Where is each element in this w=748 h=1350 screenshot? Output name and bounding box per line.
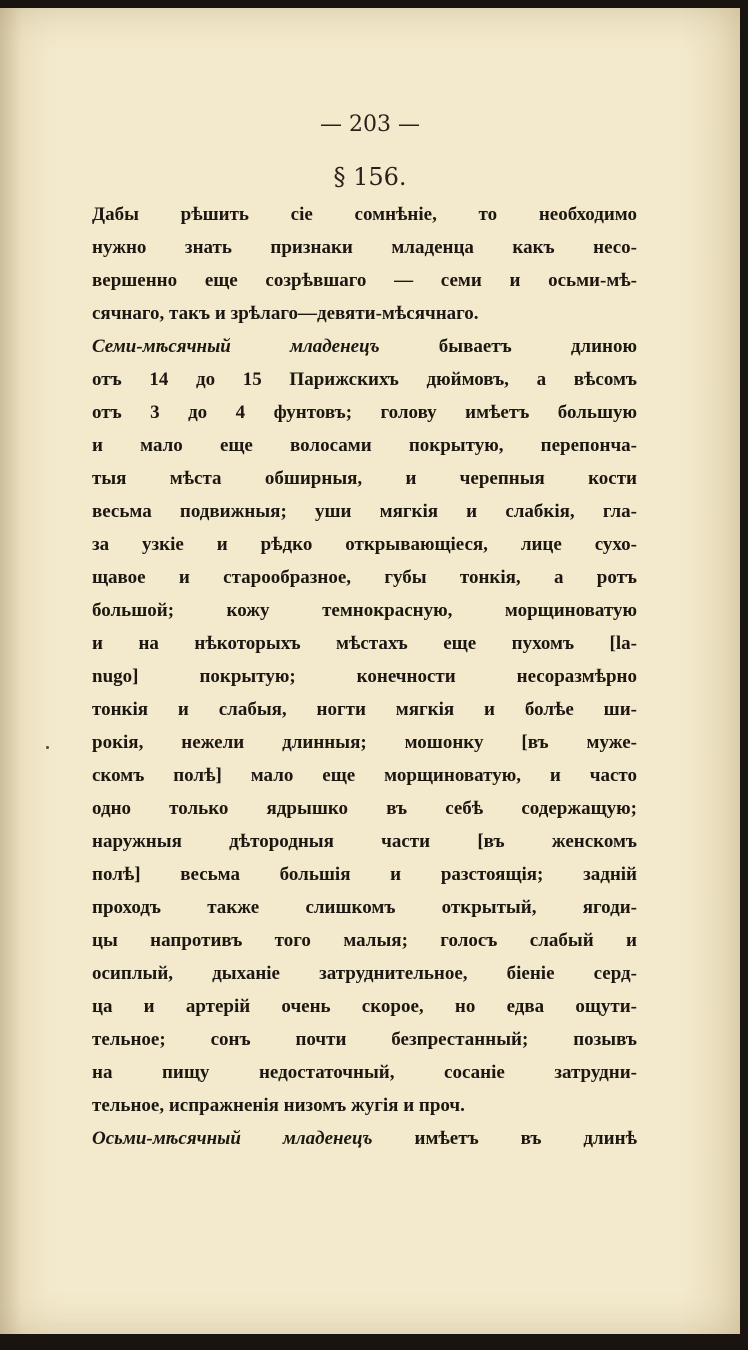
text-run: ца и артерій очень скорое, но едва ощути-	[92, 996, 637, 1017]
text-line	[92, 1089, 637, 1122]
text-line	[92, 462, 637, 495]
text-run: сячнаго, такъ и зрѣлаго—девяти-мѣсячнаго.	[92, 303, 479, 324]
text-run: нужно знать признаки младенца какъ несо-	[92, 237, 637, 258]
text-run: большой; кожу темнокрасную, морщиноватую	[92, 600, 637, 621]
text-line	[92, 759, 637, 792]
text-line	[92, 792, 637, 825]
italic-term: Семи-мѣсячный младенецъ	[92, 336, 380, 357]
text-run: цы напротивъ того малыя; голосъ слабый и	[92, 930, 637, 951]
text-line	[92, 693, 637, 726]
text-run: весьма подвижныя; уши мягкія и слабкія, гла-	[92, 501, 637, 522]
text-run: рокія, нежели длинныя; мошонку [въ муже-	[92, 732, 637, 753]
text-line	[92, 561, 637, 594]
text-line	[92, 660, 637, 693]
paragraph	[92, 198, 637, 330]
text-line	[92, 528, 637, 561]
text-run: тонкія и слабыя, ногти мягкія и болѣе ши-	[92, 699, 637, 720]
text-line	[92, 1023, 637, 1056]
italic-term: Осьми-мѣсячный младенецъ	[92, 1128, 373, 1149]
text-line	[92, 297, 637, 330]
text-run: тельное; сонъ почти безпрестанный; позывъ	[92, 1029, 637, 1050]
body-text	[92, 198, 637, 1155]
text-run: за узкіе и рѣдко открывающіеся, лице сухо-	[92, 534, 637, 555]
text-run: щавое и старообразное, губы тонкія, а ротъ	[92, 567, 637, 588]
section-heading: § 156.	[333, 163, 407, 191]
text-line	[92, 396, 637, 429]
text-line	[92, 627, 637, 660]
text-line	[92, 990, 637, 1023]
paragraph	[92, 1122, 637, 1155]
text-line	[92, 924, 637, 957]
paragraph	[92, 330, 637, 1122]
text-run: проходъ также слишкомъ открытый, ягоди-	[92, 897, 637, 918]
text-run: отъ 3 до 4 фунтовъ; голову имѣетъ большую	[92, 402, 637, 423]
text-run: тельное, испражненія низомъ жугія и проч.	[92, 1095, 465, 1116]
text-run: и на нѣкоторыхъ мѣстахъ еще пухомъ [la-	[92, 633, 637, 654]
text-line	[92, 264, 637, 297]
text-run: тыя мѣста обширныя, и черепныя кости	[92, 468, 637, 489]
text-line	[92, 594, 637, 627]
text-run: наружныя дѣтородныя части [въ женскомъ	[92, 831, 637, 852]
text-line	[92, 495, 637, 528]
text-line	[92, 891, 637, 924]
text-run: отъ 14 до 15 Парижскихъ дюймовъ, а вѣсомъ	[92, 369, 637, 390]
text-line	[92, 231, 637, 264]
text-line	[92, 1122, 637, 1155]
text-line	[92, 858, 637, 891]
text-line	[92, 825, 637, 858]
text-run: и мало еще волосами покрытую, перепонча-	[92, 435, 637, 456]
text-run: nugo] покрытую; конечности несоразмѣрно	[92, 666, 637, 687]
text-run: скомъ полѣ] мало еще морщиноватую, и часто	[92, 765, 637, 786]
text-line	[92, 198, 637, 231]
paper-speck	[46, 746, 49, 749]
page-number: — 203 —	[320, 112, 420, 137]
text-run: на пищу недостаточный, сосаніе затрудни-	[92, 1062, 637, 1083]
text-run: Дабы рѣшить сіе сомнѣніе, то необходимо	[92, 204, 637, 225]
text-line	[92, 1056, 637, 1089]
text-run: бываетъ длиною	[379, 336, 637, 357]
text-run: полѣ] весьма большія и разстоящія; заднiй	[92, 864, 637, 885]
book-page	[0, 8, 740, 1334]
text-line	[92, 330, 637, 363]
text-run: вершенно еще созрѣвшаго — семи и осьми-мѣ-	[92, 270, 637, 291]
text-run: имѣетъ въ длинѣ	[372, 1128, 637, 1149]
text-run: одно только ядрышко въ себѣ содержащую;	[92, 798, 637, 819]
text-line	[92, 363, 637, 396]
text-line	[92, 726, 637, 759]
text-line	[92, 957, 637, 990]
text-line	[92, 429, 637, 462]
text-run: осиплый, дыханіе затруднительное, біеніе серд-	[92, 963, 637, 984]
